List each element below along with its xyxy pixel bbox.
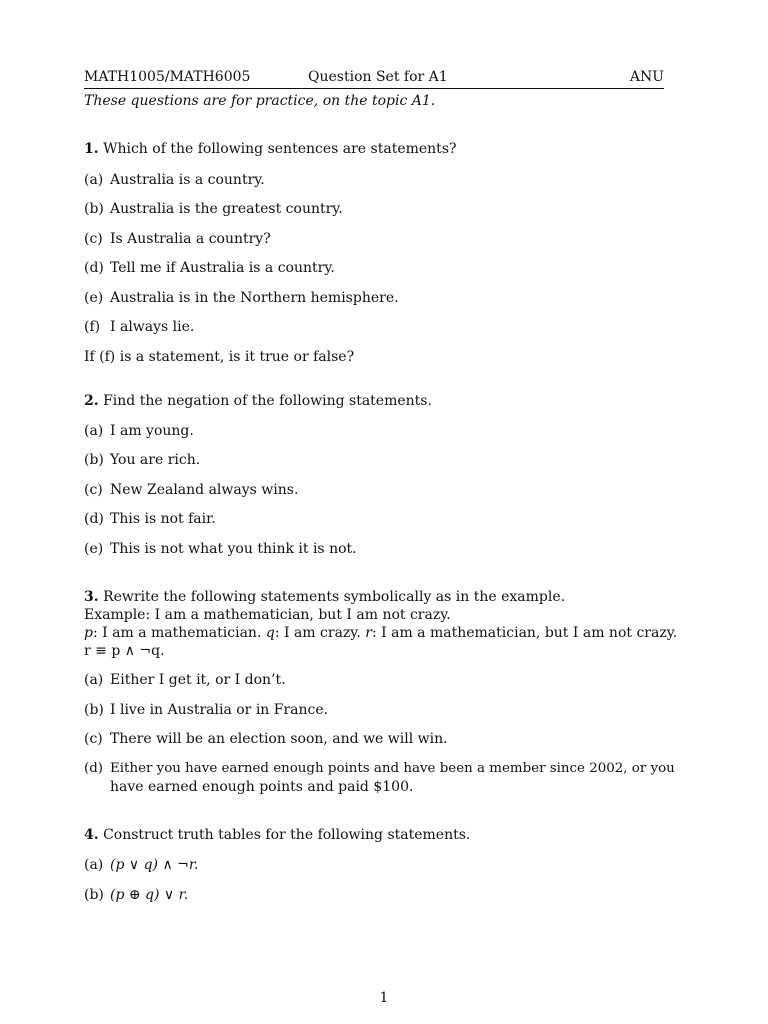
list-item: (b) You are rich.	[84, 452, 201, 468]
question-number: 3.	[84, 589, 99, 605]
question-1-prompt	[84, 140, 457, 158]
subtitle: These questions are for practice, on the topic A1.	[84, 93, 436, 109]
list-item: (a) Australia is a country.	[84, 172, 265, 188]
list-item: (f) I always lie.	[84, 319, 195, 335]
document-title: Question Set for A1	[308, 69, 448, 85]
list-item: (c) Is Australia a country?	[84, 231, 271, 247]
list-item-continuation: have earned enough points and paid $100.	[110, 779, 414, 795]
list-item: (c) New Zealand always wins.	[84, 482, 299, 498]
list-item: (c) There will be an election soon, and we will win.	[84, 731, 448, 747]
course-code: MATH1005/MATH6005	[84, 69, 251, 85]
question-text: Find the negation of the following statements.	[103, 393, 432, 409]
question-number: 1.	[84, 141, 99, 157]
list-item: (e) This is not what you think it is not.	[84, 541, 357, 557]
institution: ANU	[629, 69, 664, 85]
example-definitions: p: I am a mathematician. q: I am crazy. r: I am a mathematician, but I am not crazy.	[84, 625, 678, 641]
list-item: (d) Either you have earned enough points and have been a member since 2002, or you	[84, 761, 675, 776]
question-number: 2.	[84, 393, 99, 409]
question-text: Which of the following sentences are statements?	[103, 141, 457, 157]
page-number: 1	[379, 990, 389, 1006]
question-4-prompt	[84, 826, 470, 844]
list-item: (d) Tell me if Australia is a country.	[84, 260, 335, 276]
list-item: (d) This is not fair.	[84, 511, 216, 527]
question-text: Construct truth tables for the following statements.	[103, 827, 471, 843]
list-item: (b) (p ⊕ q) ∨ r.	[84, 887, 189, 903]
example-formula: r ≡ p ∧ ¬q.	[84, 643, 165, 659]
list-item: (a) (p ∨ q) ∧ ¬r.	[84, 857, 199, 873]
question-3-prompt	[84, 588, 565, 606]
question-text: Rewrite the following statements symbolically as in the example.	[103, 589, 566, 605]
list-item: (a) I am young.	[84, 423, 194, 439]
list-item: (b) Australia is the greatest country.	[84, 201, 343, 217]
question-1-followup: If (f) is a statement, is it true or false?	[84, 349, 355, 365]
page-header	[84, 68, 664, 89]
example-line: Example: I am a mathematician, but I am not crazy.	[84, 607, 451, 623]
question-number: 4.	[84, 827, 99, 843]
list-item: (b) I live in Australia or in France.	[84, 702, 329, 718]
list-item: (e) Australia is in the Northern hemisphere.	[84, 290, 399, 306]
list-item: (a) Either I get it, or I don’t.	[84, 672, 286, 688]
question-2-prompt	[84, 392, 432, 410]
